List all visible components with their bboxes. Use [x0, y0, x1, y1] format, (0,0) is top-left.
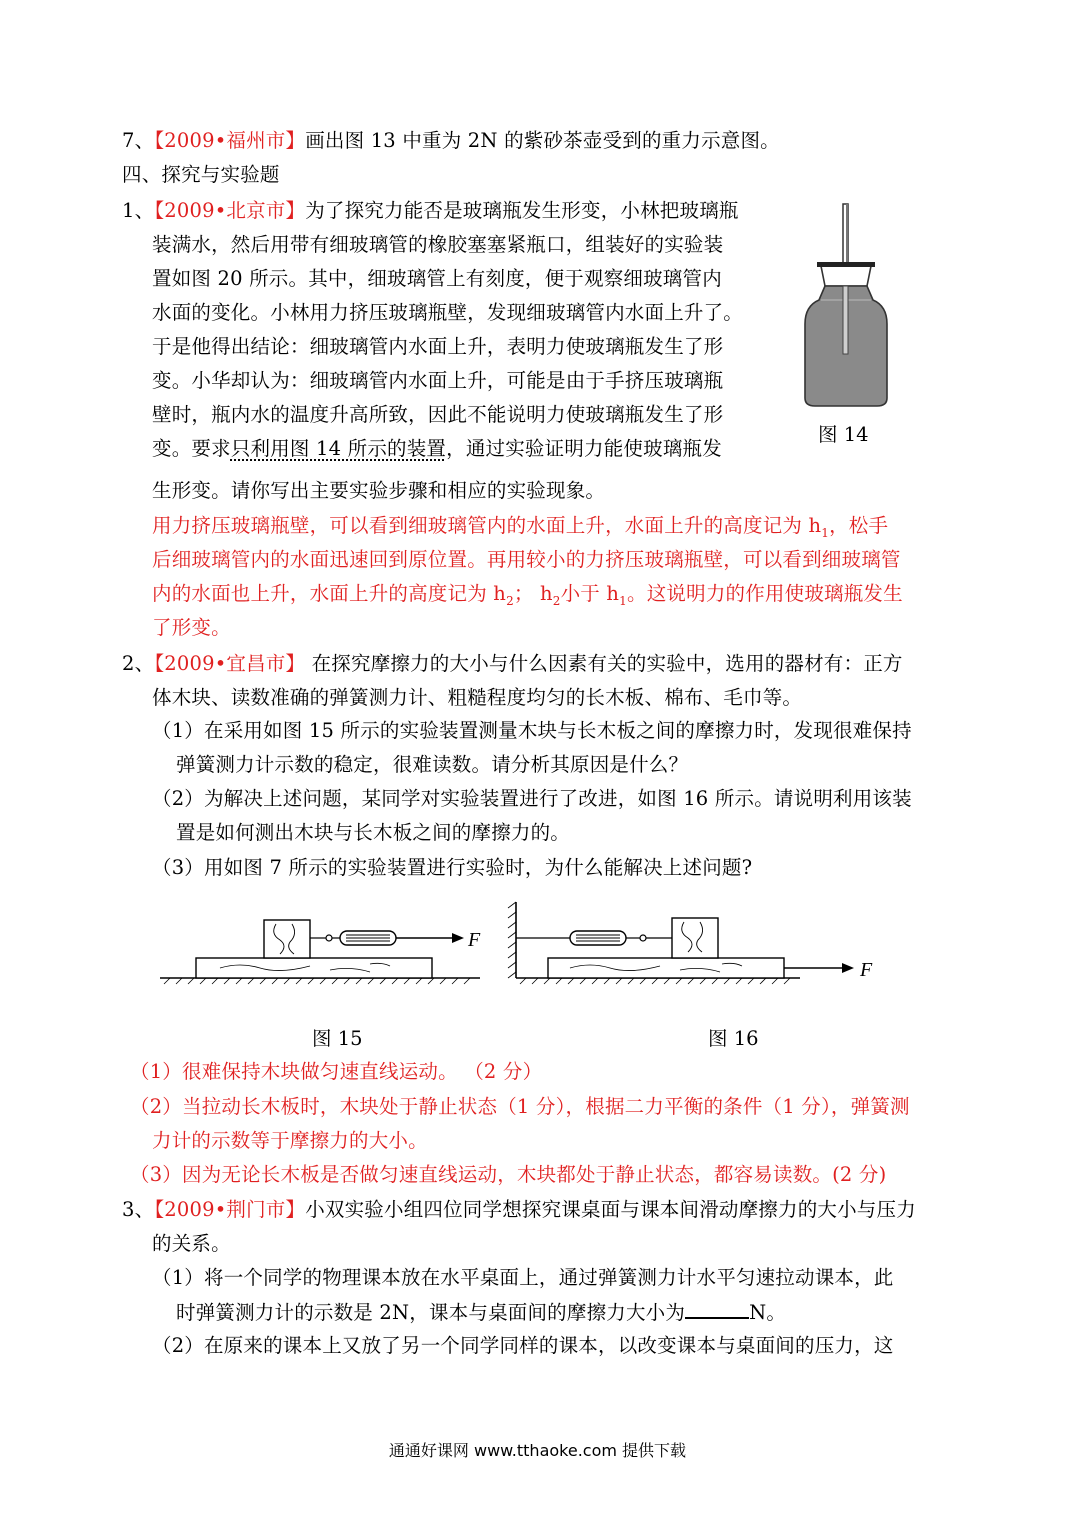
q3-sub2-line: （2）在原来的课本上又放了另一个同学同样的课本，以改变课本与桌面间的压力，这: [152, 1334, 894, 1357]
a1-sub-2: 2: [506, 593, 514, 608]
q7-number: 7、: [122, 129, 155, 152]
q1-number: 1、: [122, 199, 155, 222]
a1-text-3a: 内的水面也上升，水面上升的高度记为 h: [152, 582, 507, 605]
a1-sub-3: 2: [552, 593, 561, 608]
a1-text-1-end: ，松手: [829, 514, 889, 537]
q2-sub2-line-1: （2）为解决上述问题，某同学对实验装置进行了改进，如图 16 所示。请说明利用该装: [152, 787, 912, 810]
q1-line-1: [122, 198, 739, 224]
a2-line-3: 力计的示数等于摩擦力的大小。: [152, 1129, 428, 1152]
figure-14-caption: 图 14: [818, 423, 869, 446]
q1-line-9: 生形变。请你写出主要实验步骤和相应的实验现象。: [152, 479, 606, 502]
q1-line-4: 水面的变化。小林用力挤压玻璃瓶壁，发现细玻璃管内水面上升了。: [152, 301, 744, 324]
q3-sub1-line-1: （1）将一个同学的物理课本放在水平桌面上，通过弹簧测力计水平匀速拉动课本，此: [152, 1266, 894, 1289]
q7-source-tag: 【2009•福州市】: [154, 129, 306, 152]
q2-sub1-line-1: （1）在采用如图 15 所示的实验装置测量木块与长木板之间的摩擦力时，发现很难保持: [152, 719, 912, 742]
q1-line-2: 装满水，然后用带有细玻璃管的橡胶塞塞紧瓶口，组装好的实验装: [152, 233, 724, 256]
q1-line-6: 变。小华却认为：细玻璃管内水面上升，可能是由于手挤压玻璃瓶: [152, 369, 724, 392]
fig15-force-label: F: [468, 929, 481, 951]
q2-source-tag: 【2009•宜昌市】: [154, 652, 306, 675]
a1-sub-4: 1: [619, 593, 628, 608]
q3-sub1-unit: N。: [749, 1301, 787, 1324]
a1-text-3c: 小于 h: [560, 582, 620, 605]
a2-line-4: （3）因为无论长木板是否做匀速直线运动，木块都处于静止状态，都容易读数。(2 分): [130, 1163, 887, 1186]
q2-line-1: [122, 651, 903, 677]
a1-line-1: [152, 513, 888, 546]
a1-line-3: [152, 581, 903, 614]
section-heading: 四、探究与实验题: [122, 163, 280, 186]
q7-line: [122, 128, 780, 154]
q7-text: 画出图 13 中重为 2N 的紫砂茶壶受到的重力示意图。: [305, 129, 780, 152]
a1-line-4: 了形变。: [152, 616, 231, 639]
q1-text-8a: 变。要求: [152, 437, 231, 460]
figure-15-caption: 图 15: [312, 1027, 363, 1050]
fig16-force-label: F: [860, 959, 873, 981]
q2-sub3-line: （3）用如图 7 所示的实验装置进行实验时，为什么能解决上述问题?: [152, 856, 753, 879]
q1-line-5: 于是他得出结论：细玻璃管内水面上升，表明力使玻璃瓶发生了形: [152, 335, 724, 358]
figure-15-diagram: [160, 912, 500, 990]
a1-line-2: 后细玻璃管内的水面迅速回到原位置。再用较小的力挤压玻璃瓶壁，可以看到细玻璃管: [152, 548, 901, 571]
q1-text-1: 为了探究力能否是玻璃瓶发生形变，小林把玻璃瓶: [305, 199, 739, 222]
a2-line-1: （1）很难保持木块做匀速直线运动。 （2 分）: [130, 1060, 543, 1083]
figure-16-caption: 图 16: [708, 1027, 759, 1050]
a1-sub-1: 1: [821, 525, 830, 540]
q1-line-3: 置如图 20 所示。其中，细玻璃管上有刻度，便于观察细玻璃管内: [152, 267, 722, 290]
q2-sub1-line-2: 弹簧测力计示数的稳定，很难读数。请分析其原因是什么？: [176, 753, 689, 776]
q1-line-8: [152, 436, 722, 462]
a1-text-1: 用力挤压玻璃瓶壁，可以看到细玻璃管内的水面上升，水面上升的高度记为 h: [152, 514, 822, 537]
q2-sub2-line-2: 置是如何测出木块与长木板之间的摩擦力的。: [176, 821, 571, 844]
q3-line-2: 的关系。: [152, 1232, 231, 1255]
q3-source-tag: 【2009•荆门市】: [154, 1198, 306, 1221]
a2-line-2: （2）当拉动长木板时，木块处于静止状态（1 分），根据二力平衡的条件（1 分），弹簧测: [130, 1095, 910, 1118]
q1-source-tag: 【2009•北京市】: [154, 199, 306, 222]
q2-line-2: 体木块、读数准确的弹簧测力计、粗糙程度均匀的长木板、棉布、毛巾等。: [152, 686, 803, 709]
q3-sub1-text: 时弹簧测力计的示数是 2N，课本与桌面间的摩擦力大小为: [176, 1301, 686, 1324]
q2-text-1: 在探究摩擦力的大小与什么因素有关的实验中，选用的器材有：正方: [305, 652, 903, 675]
q3-line-1: [122, 1197, 916, 1223]
q1-text-8c: ，通过实验证明力能使玻璃瓶发: [446, 437, 722, 460]
figure-16-diagram: [500, 898, 890, 990]
q2-number: 2、: [122, 652, 155, 675]
q3-number: 3、: [122, 1198, 155, 1221]
q1-line-7: 壁时，瓶内水的温度升高所致，因此不能说明力使玻璃瓶发生了形: [152, 403, 724, 426]
a1-text-3d: 。这说明力的作用使玻璃瓶发生: [627, 582, 903, 605]
page-footer: 通通好课网 www.tthaoke.com 提供下载: [388, 1441, 687, 1460]
q3-sub1-line-2: [176, 1299, 786, 1326]
answer-blank[interactable]: [685, 1299, 749, 1319]
q3-text-1: 小双实验小组四位同学想探究课桌面与课本间滑动摩擦力的大小与压力: [305, 1198, 916, 1221]
a1-text-3b: ； h: [513, 582, 553, 605]
figure-14-bottle: [795, 200, 895, 415]
q1-emphasis: 只利用图 14 所示的装置: [230, 437, 447, 460]
